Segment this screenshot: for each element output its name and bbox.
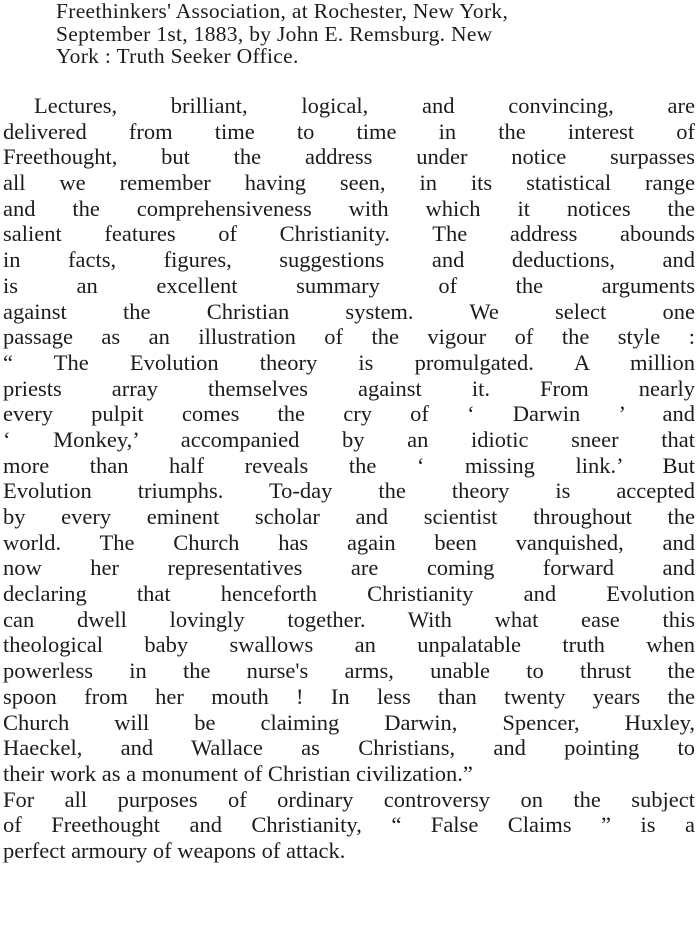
paragraph-line: powerless in the nurse's arms, unable to thrust the — [3, 658, 695, 684]
paragraph-line: all we remember having seen, in its statistical range — [3, 170, 695, 196]
paragraph-line: Lectures, brilliant, logical, and convincing, are — [34, 93, 695, 118]
paragraph-line: of Freethought and Christianity, “ False Claims ” is a — [3, 812, 695, 838]
citation-line: York : Truth Seeker Office. — [56, 44, 299, 68]
paragraph-line: priests array themselves against it. From nearly — [3, 375, 695, 401]
paragraph-line: is an excellent summary of the arguments — [3, 272, 695, 298]
paragraph-line: now her representatives are coming forward and — [3, 555, 695, 581]
paragraph-line: more than half reveals the ‘ missing link.’ But — [3, 452, 695, 478]
review-paragraph — [3, 93, 695, 864]
paragraph-line: Haeckel, and Wallace as Christians, and pointing to — [3, 735, 695, 761]
citation-line: Freethinkers' Association, at Rochester, New York, — [56, 0, 509, 23]
paragraph-line: “ The Evolution theory is promulgated. A million — [3, 349, 695, 375]
paragraph-line: perfect armoury of weapons of attack. — [3, 837, 346, 863]
paragraph-line: Church will be claiming Darwin, Spencer, Huxley, — [3, 709, 695, 735]
paragraph-line: theological baby swallows an unpalatable truth when — [3, 632, 695, 658]
citation-line: September 1st, 1883, by John E. Remsburg. New — [56, 21, 493, 46]
paragraph-line: their work as a monument of Christian civilization.” — [3, 760, 473, 786]
paragraph-line: Evolution triumphs. To-day the theory is accepted — [3, 478, 695, 504]
paragraph-line: world. The Church has again been vanquished, and — [3, 529, 695, 555]
paragraph-line: Freethought, but the address under notice surpasses — [3, 144, 695, 170]
paragraph-line: passage as an illustration of the vigour of the style : — [3, 324, 695, 350]
paragraph-line: by every eminent scholar and scientist throughout the — [3, 504, 695, 529]
paragraph-line: delivered from time to time in the interest of — [3, 118, 695, 144]
book-citation — [56, 0, 696, 68]
paragraph-line: ‘ Monkey,’ accompanied by an idiotic sneer that — [3, 426, 695, 452]
paragraph-line: salient features of Christianity. The address abounds — [3, 221, 695, 247]
paragraph-line: in facts, figures, suggestions and deductions, and — [3, 247, 695, 273]
paragraph-line: can dwell lovingly together. With what ease this — [3, 606, 695, 632]
paragraph-line: spoon from her mouth ! In less than twenty years the — [3, 683, 695, 709]
paragraph-line: every pulpit comes the cry of ‘ Darwin ’ and — [3, 401, 695, 427]
paragraph-line: and the comprehensiveness with which it notices the — [3, 195, 695, 221]
paragraph-line: declaring that henceforth Christianity and Evolution — [3, 581, 695, 607]
paragraph-line: For all purposes of ordinary controversy on the subject — [3, 786, 695, 812]
paragraph-line: against the Christian system. We select one — [3, 298, 695, 324]
